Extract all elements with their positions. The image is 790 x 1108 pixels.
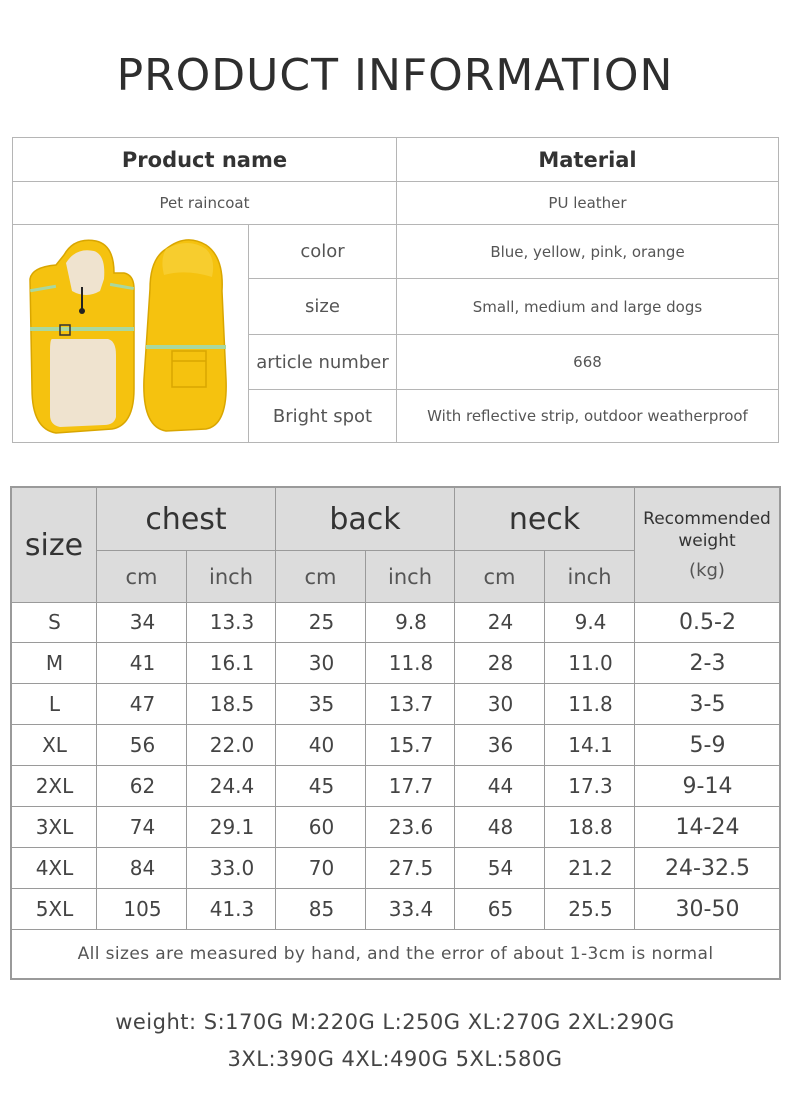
value-cell: 65 <box>487 897 514 921</box>
size-cell: 2XL <box>35 774 74 798</box>
value-cell: 48 <box>487 815 514 839</box>
value-cell: 9.8 <box>395 610 427 634</box>
value-cell: 0.5-2 <box>679 609 736 635</box>
color-value: Blue, yellow, pink, orange <box>490 242 685 261</box>
value-cell: 15.7 <box>388 733 434 757</box>
size-cell: 3XL <box>35 815 74 839</box>
product-info-table <box>12 137 779 443</box>
size-cell: S <box>48 610 61 634</box>
chest-inch-header: inch <box>209 564 253 589</box>
value-cell: 18.5 <box>209 692 255 716</box>
value-cell: 105 <box>123 897 162 921</box>
value-cell: 17.7 <box>388 774 434 798</box>
product-name-value: Pet raincoat <box>159 194 250 212</box>
value-cell: 30-50 <box>675 896 740 922</box>
value-cell: 84 <box>129 856 156 880</box>
value-cell: 14-24 <box>675 814 740 840</box>
bright-spot-value: With reflective strip, outdoor weatherproof <box>427 407 748 425</box>
value-cell: 28 <box>487 651 514 675</box>
value-cell: 25.5 <box>568 897 613 921</box>
value-cell: 41 <box>129 651 156 675</box>
neck-cm-header: cm <box>483 564 516 589</box>
value-cell: 23.6 <box>388 815 434 839</box>
value-cell: 18.8 <box>568 815 613 839</box>
value-cell: 5-9 <box>689 732 726 758</box>
size-cell: XL <box>42 733 67 757</box>
material-value: PU leather <box>548 194 627 212</box>
value-cell: 22.0 <box>209 733 255 757</box>
back-header: back <box>329 501 401 537</box>
material-header: Material <box>538 147 637 172</box>
value-cell: 21.2 <box>568 856 613 880</box>
size-value: Small, medium and large dogs <box>472 297 703 316</box>
chest-cm-header: cm <box>125 564 158 589</box>
raincoat-illustration <box>16 229 246 439</box>
value-cell: 30 <box>487 692 514 716</box>
value-cell: 24 <box>487 610 514 634</box>
value-cell: 33.0 <box>209 856 255 880</box>
weight-header-line1: Recommended <box>643 509 771 529</box>
value-cell: 56 <box>129 733 156 757</box>
value-cell: 30 <box>308 651 335 675</box>
value-cell: 24-32.5 <box>665 855 750 881</box>
weight-line-2: 3XL:390G 4XL:490G 5XL:580G <box>227 1047 563 1071</box>
page-title: PRODUCT INFORMATION <box>116 50 674 101</box>
value-cell: 16.1 <box>209 651 255 675</box>
value-cell: 40 <box>308 733 335 757</box>
value-cell: 14.1 <box>568 733 613 757</box>
size-cell: 4XL <box>35 856 74 880</box>
chest-header: chest <box>145 501 227 537</box>
value-cell: 62 <box>129 774 156 798</box>
value-cell: 29.1 <box>209 815 255 839</box>
size-cell: L <box>48 692 61 716</box>
size-label: size <box>305 296 340 317</box>
article-number-label: article number <box>256 351 389 373</box>
value-cell: 11.0 <box>568 651 613 675</box>
value-cell: 70 <box>308 856 335 880</box>
value-cell: 44 <box>487 774 514 798</box>
weight-unit: (kg) <box>689 560 725 581</box>
value-cell: 13.3 <box>209 610 255 634</box>
value-cell: 34 <box>129 610 156 634</box>
value-cell: 3-5 <box>689 691 726 717</box>
value-cell: 9-14 <box>682 773 733 799</box>
value-cell: 9.4 <box>574 610 607 634</box>
size-chart-table <box>10 486 781 980</box>
measurement-note: All sizes are measured by hand, and the error of about 1-3cm is normal <box>77 944 714 964</box>
value-cell: 25 <box>308 610 335 634</box>
product-image <box>13 225 248 442</box>
back-cm-header: cm <box>304 564 337 589</box>
back-inch-header: inch <box>388 564 432 589</box>
value-cell: 41.3 <box>209 897 255 921</box>
value-cell: 36 <box>487 733 514 757</box>
value-cell: 24.4 <box>209 774 255 798</box>
value-cell: 33.4 <box>388 897 434 921</box>
value-cell: 13.7 <box>388 692 434 716</box>
size-header: size <box>24 527 84 563</box>
color-label: color <box>300 241 345 262</box>
recommended-weight-header <box>635 488 779 602</box>
size-cell: M <box>45 651 64 675</box>
value-cell: 35 <box>308 692 335 716</box>
value-cell: 74 <box>129 815 156 839</box>
neck-header: neck <box>508 501 581 537</box>
article-number-value: 668 <box>573 353 602 371</box>
value-cell: 47 <box>129 692 156 716</box>
weight-line-1: weight: S:170G M:220G L:250G XL:270G 2XL:290G <box>115 1010 675 1034</box>
size-cell: 5XL <box>35 897 74 921</box>
value-cell: 2-3 <box>689 650 726 676</box>
value-cell: 54 <box>487 856 514 880</box>
value-cell: 11.8 <box>388 651 434 675</box>
value-cell: 85 <box>308 897 335 921</box>
neck-inch-header: inch <box>567 564 612 589</box>
value-cell: 45 <box>308 774 335 798</box>
value-cell: 60 <box>308 815 335 839</box>
value-cell: 17.3 <box>568 774 613 798</box>
value-cell: 11.8 <box>568 692 613 716</box>
product-name-header: Product name <box>121 147 288 172</box>
weight-header-line2: weight <box>678 531 736 551</box>
bright-spot-label: Bright spot <box>272 405 373 427</box>
value-cell: 27.5 <box>388 856 434 880</box>
